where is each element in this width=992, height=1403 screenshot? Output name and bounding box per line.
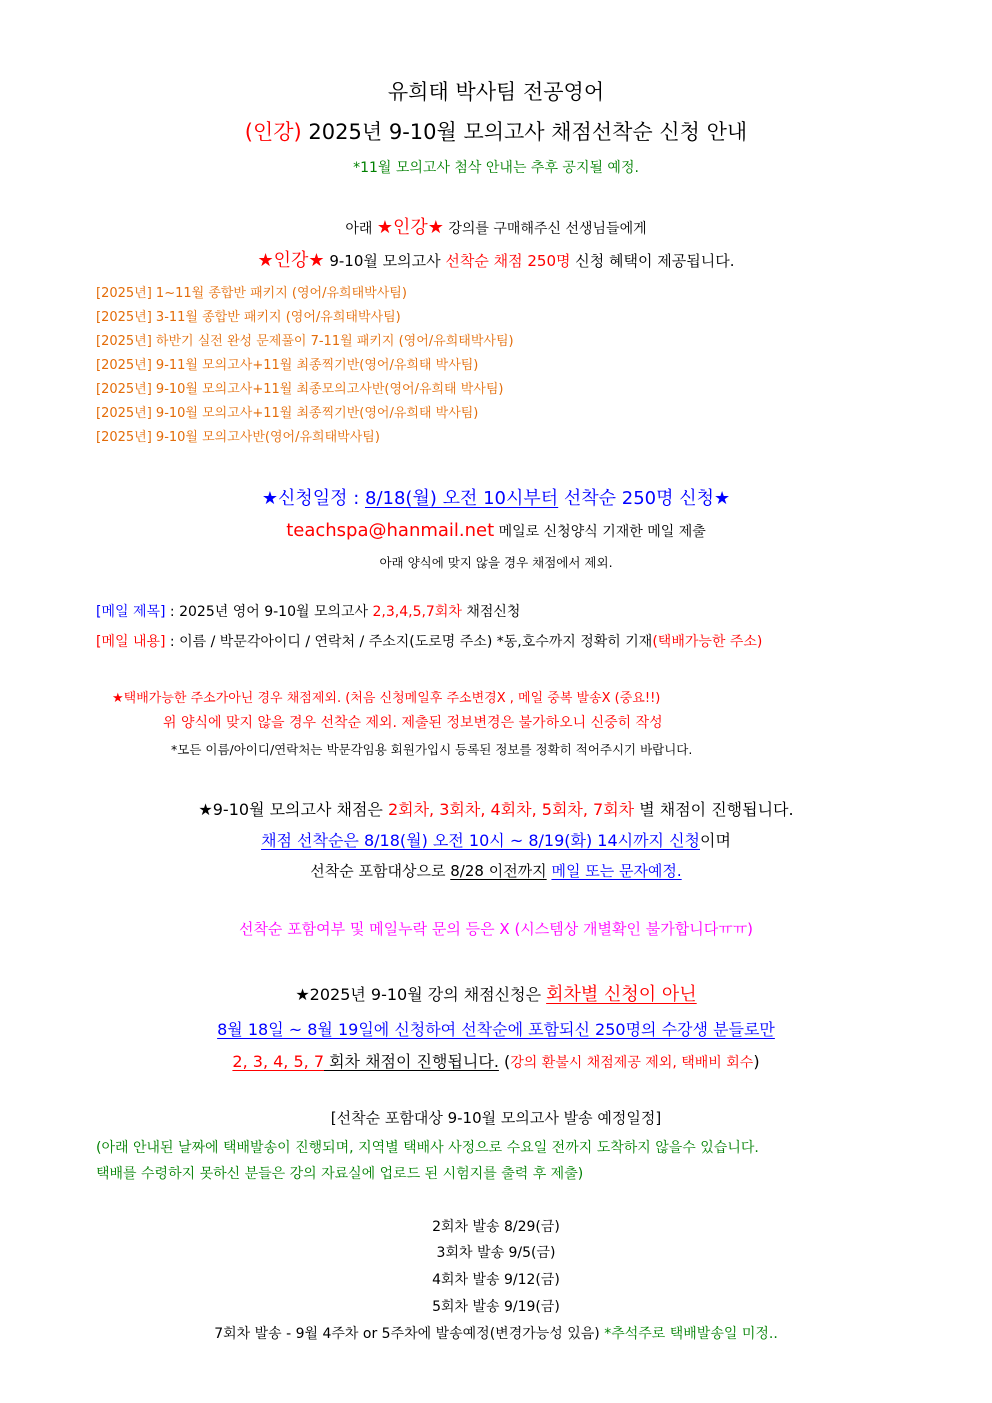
first-come-highlight: 선착순 채점 250명	[445, 252, 571, 270]
grading-notice-line: 선착순 포함대상으로 8/28 이전까지 메일 또는 문자예정.	[310, 862, 682, 880]
doc-title: 유희태 박사팀 전공영어	[387, 80, 605, 104]
november-notice: *11월 모의고사 첨삭 안내는 추후 공지될 예정.	[353, 160, 639, 176]
package-item: [2025년] 9-10월 모의고사반(영어/유희태박사팀)	[96, 430, 380, 445]
mail-subject-line: [메일 제목] : 2025년 영어 9-10월 모의고사 2,3,4,5,7회차 채점신청	[96, 604, 521, 620]
email-address[interactable]: teachspa@hanmail.net	[286, 520, 495, 541]
lecture-line-2: 8월 18일 ~ 8월 19일에 신청하여 선착순에 포함되신 250명의 수강생 분들로만	[217, 1020, 775, 1039]
intro-line-1: 아래 ★인강★ 강의를 구매해주신 선생님들에게	[345, 217, 647, 238]
grading-rounds: 2회차, 3회차, 4회차, 5회차, 7회차	[387, 800, 635, 819]
grading-period: 채점 선착순은 8/18(월) 오전 10시 ~ 8/19(화) 14시까지 신청	[261, 831, 700, 850]
lecture-line-1: ★2025년 9-10월 강의 채점신청은 회차별 신청이 아닌	[295, 984, 697, 1005]
warning-member-info: *모든 이름/아이디/연락처는 박문각임용 회원가입시 등록된 정보를 정확히 적어주시기 바랍니다.	[171, 742, 693, 757]
package-item: [2025년] 9-10월 모의고사+11월 최종찍기반(영어/유희태 박사팀)	[96, 406, 479, 421]
shipping-item: 4회차 발송 9/12(금)	[432, 1272, 560, 1288]
schedule-line: ★신청일정 : 8/18(월) 오전 10시부터 선착순 250명 신청★	[261, 488, 731, 509]
shipping-title: [선착순 포함대상 9-10월 모의고사 발송 예정일정]	[330, 1109, 662, 1127]
online-lecture-tag: (인강)	[244, 120, 302, 144]
shipping-note-1: (아래 안내된 날짜에 택배발송이 진행되며, 지역별 택배사 사정으로 수요일 전까지 도착하지 않을수 있습니다.	[96, 1140, 759, 1156]
shipping-item: 3회차 발송 9/5(금)	[436, 1245, 556, 1261]
mail-content-line: [메일 내용] : 이름 / 박문각아이디 / 연락처 / 주소지(도로명 주소) *동,호수까지 정확히 기재(택배가능한 주소)	[96, 634, 763, 650]
shipping-note-2: 택배를 수령하지 못하신 분들은 강의 자료실에 업로드 된 시험지를 출력 후 제출)	[96, 1166, 584, 1182]
mail-content-label: [메일 내용]	[96, 634, 166, 650]
email-line: teachspa@hanmail.net 메일로 신청양식 기재한 메일 제출	[286, 520, 706, 541]
lecture-line-3: 2, 3, 4, 5, 7 회차 채점이 진행됩니다. (강의 환불시 채점제공 제외, 택배비 회수)	[232, 1052, 760, 1071]
grading-period-line: 채점 선착순은 8/18(월) 오전 10시 ~ 8/19(화) 14시까지 신청이며	[261, 831, 731, 850]
warning-format: 위 양식에 맞지 않을 경우 선착순 제외. 제출된 정보변경은 불가하오니 신중히 작성	[163, 715, 663, 731]
package-item: [2025년] 3-11월 종합반 패키지 (영어/유희태박사팀)	[96, 310, 401, 325]
doc-subtitle	[0, 116, 992, 146]
intro-line-2: ★인강★ 9-10월 모의고사 선착순 채점 250명 신청 혜택이 제공됩니다.	[257, 250, 735, 271]
shipping-item: 2회차 발송 8/29(금)	[432, 1219, 560, 1235]
inquiry-notice: 선착순 포함여부 및 메일누락 문의 등은 X (시스템상 개별확인 불가합니다ㅠㅠ)	[238, 920, 754, 938]
warning-address: ★택배가능한 주소가아닌 경우 채점제외. (처음 신청메일후 주소변경X , 메일 중복 발송X (중요!!)	[112, 691, 661, 706]
package-item: [2025년] 하반기 실전 완성 문제풀이 7-11월 패키지 (영어/유희태박사팀)	[96, 334, 514, 349]
schedule-date: 8/18(월) 오전 10시부터	[365, 488, 559, 509]
format-note: 아래 양식에 맞지 않을 경우 채점에서 제외.	[379, 555, 613, 570]
package-item: [2025년] 1~11월 종합반 패키지 (영어/유희태박사팀)	[96, 286, 407, 301]
package-item: [2025년] 9-10월 모의고사+11월 최종모의고사반(영어/유희태 박사팀)	[96, 382, 504, 397]
shipping-last-item: 7회차 발송 - 9월 4주차 or 5주차에 발송예정(변경가능성 있음) *추석주로 택배발송일 미정..	[214, 1326, 778, 1342]
package-item: [2025년] 9-11월 모의고사+11월 최종찍기반(영어/유희태 박사팀)	[96, 358, 479, 373]
not-per-round: 회차별 신청이 아닌	[546, 984, 697, 1005]
grading-rounds-line: ★9-10월 모의고사 채점은 2회차, 3회차, 4회차, 5회차, 7회차 별 채점이 진행됩니다.	[198, 800, 794, 819]
mail-subject-label: [메일 제목]	[96, 604, 166, 620]
online-lecture-star: ★인강★	[376, 217, 444, 238]
subtitle-main: 2025년 9-10월 모의고사 채점선착순 신청 안내	[301, 120, 748, 144]
shipping-item: 5회차 발송 9/19(금)	[432, 1299, 560, 1315]
